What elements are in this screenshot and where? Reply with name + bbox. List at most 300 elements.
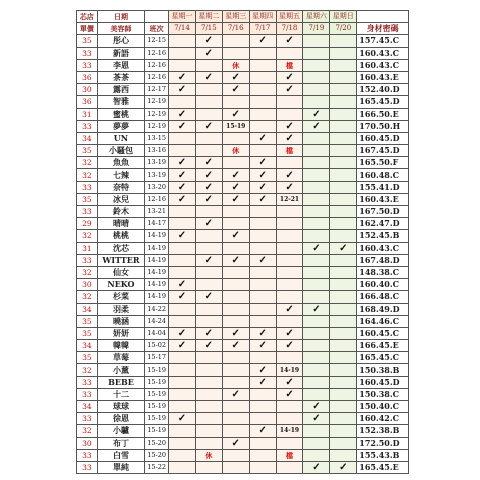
row-stylist-name: 杉菜 xyxy=(97,291,145,303)
row-day-cell xyxy=(222,35,249,47)
row-day-cell xyxy=(195,206,222,218)
row-size-code: 167.50.D xyxy=(357,206,409,218)
date-label: 日期 xyxy=(97,11,145,23)
check-icon: ✓ xyxy=(276,340,303,352)
row-price: 33 xyxy=(77,47,98,59)
date-sat: 7/19 xyxy=(303,23,330,35)
row-day-cell xyxy=(249,145,276,157)
row-day-cell xyxy=(222,449,249,461)
check-icon: ✓ xyxy=(222,108,249,120)
table-row xyxy=(77,145,409,157)
date-tue: 7/15 xyxy=(195,23,222,35)
row-day-cell xyxy=(303,132,330,144)
row-day-cell xyxy=(169,254,196,266)
row-size-code: 157.45.C xyxy=(357,35,409,47)
check-icon: ✓ xyxy=(195,193,222,205)
table-row xyxy=(77,291,409,303)
check-icon: ✓ xyxy=(249,340,276,352)
row-day-cell xyxy=(330,327,357,339)
check-icon: ✓ xyxy=(169,279,196,291)
row-day-cell xyxy=(276,218,303,230)
table-row xyxy=(77,120,409,132)
row-day-cell xyxy=(330,35,357,47)
check-icon: ✓ xyxy=(303,120,330,132)
row-day-cell xyxy=(195,108,222,120)
row-stylist-name: NEKO xyxy=(97,279,145,291)
row-day-cell xyxy=(249,47,276,59)
row-class: 14-19 xyxy=(145,254,169,266)
row-class: 15-17 xyxy=(145,352,169,364)
row-price: 32 xyxy=(77,364,98,376)
row-price: 33 xyxy=(77,376,98,388)
date-sun: 7/20 xyxy=(330,23,357,35)
schedule-rows xyxy=(77,35,409,474)
row-day-cell xyxy=(169,352,196,364)
check-icon: ✓ xyxy=(330,461,357,473)
row-day-cell xyxy=(303,84,330,96)
row-day-cell xyxy=(303,279,330,291)
row-day-cell xyxy=(330,352,357,364)
row-day-cell xyxy=(303,47,330,59)
row-day-cell xyxy=(330,254,357,266)
row-day-cell xyxy=(249,108,276,120)
row-day-cell xyxy=(303,206,330,218)
shift-hours: 12-21 xyxy=(276,193,303,205)
row-day-cell xyxy=(195,461,222,473)
row-stylist-name: 仙女 xyxy=(97,266,145,278)
row-stylist-name: 球球 xyxy=(97,401,145,413)
row-class: 12-19 xyxy=(145,120,169,132)
row-day-cell xyxy=(222,413,249,425)
row-size-code: 155.43.B xyxy=(357,449,409,461)
row-size-code: 167.45.D xyxy=(357,145,409,157)
header-blank-size xyxy=(357,11,409,23)
row-day-cell xyxy=(276,242,303,254)
table-row xyxy=(77,84,409,96)
row-day-cell xyxy=(169,266,196,278)
row-price: 33 xyxy=(77,206,98,218)
check-icon: ✓ xyxy=(169,108,196,120)
table-row xyxy=(77,169,409,181)
row-stylist-name: 夢夢 xyxy=(97,120,145,132)
weekday-thu: 星期四 xyxy=(249,11,276,23)
row-day-cell xyxy=(303,181,330,193)
row-day-cell xyxy=(249,352,276,364)
row-size-code: 160.43.E xyxy=(357,71,409,83)
table-row xyxy=(77,279,409,291)
row-day-cell xyxy=(303,364,330,376)
row-day-cell xyxy=(330,401,357,413)
row-day-cell xyxy=(330,71,357,83)
row-class: 12-16 xyxy=(145,47,169,59)
status-mark: 休 xyxy=(222,145,249,157)
row-stylist-name: 桃桃 xyxy=(97,230,145,242)
row-price: 35 xyxy=(77,193,98,205)
row-day-cell xyxy=(249,315,276,327)
row-day-cell xyxy=(330,47,357,59)
row-size-code: 150.40.C xyxy=(357,401,409,413)
row-stylist-name: 小驢 xyxy=(97,425,145,437)
row-price: 35 xyxy=(77,327,98,339)
row-size-code: 160.43.C xyxy=(357,242,409,254)
check-icon: ✓ xyxy=(276,388,303,400)
row-class: 13-20 xyxy=(145,181,169,193)
status-mark: 休 xyxy=(195,449,222,461)
row-class: 15-19 xyxy=(145,376,169,388)
row-day-cell xyxy=(330,279,357,291)
row-day-cell xyxy=(195,132,222,144)
row-size-code: 160.45.D xyxy=(357,376,409,388)
table-row xyxy=(77,35,409,47)
row-price: 31 xyxy=(77,242,98,254)
store-label: 芯店 xyxy=(77,11,98,23)
row-day-cell xyxy=(169,364,196,376)
row-size-code: 160.48.C xyxy=(357,169,409,181)
row-class: 13-16 xyxy=(145,145,169,157)
row-stylist-name: 羽柔 xyxy=(97,303,145,315)
row-day-cell xyxy=(303,145,330,157)
row-price: 33 xyxy=(77,254,98,266)
row-day-cell xyxy=(330,120,357,132)
row-day-cell xyxy=(249,96,276,108)
row-day-cell xyxy=(276,279,303,291)
row-price: 34 xyxy=(77,132,98,144)
row-day-cell xyxy=(330,449,357,461)
row-day-cell xyxy=(195,303,222,315)
check-icon: ✓ xyxy=(303,108,330,120)
check-icon: ✓ xyxy=(249,364,276,376)
row-day-cell xyxy=(169,315,196,327)
row-class: 12-15 xyxy=(145,35,169,47)
table-row xyxy=(77,206,409,218)
row-size-code: 150.38.B xyxy=(357,364,409,376)
schedule-table xyxy=(76,10,409,474)
row-size-code: 160.45.C xyxy=(357,327,409,339)
row-class: 14-22 xyxy=(145,303,169,315)
table-row xyxy=(77,461,409,473)
check-icon: ✓ xyxy=(276,327,303,339)
check-icon: ✓ xyxy=(222,71,249,83)
row-price: 31 xyxy=(77,108,98,120)
row-class: 15-20 xyxy=(145,449,169,461)
row-day-cell xyxy=(276,291,303,303)
check-icon: ✓ xyxy=(222,340,249,352)
row-class: 15-19 xyxy=(145,413,169,425)
row-stylist-name: 新語 xyxy=(97,47,145,59)
table-row xyxy=(77,413,409,425)
row-day-cell xyxy=(276,96,303,108)
check-icon: ✓ xyxy=(195,120,222,132)
check-icon: ✓ xyxy=(222,388,249,400)
row-price: 32 xyxy=(77,425,98,437)
row-price: 33 xyxy=(77,388,98,400)
check-icon: ✓ xyxy=(222,84,249,96)
row-class: 12-16 xyxy=(145,59,169,71)
table-row xyxy=(77,47,409,59)
row-day-cell xyxy=(249,59,276,71)
check-icon: ✓ xyxy=(249,157,276,169)
row-day-cell xyxy=(249,449,276,461)
row-day-cell xyxy=(195,242,222,254)
row-day-cell xyxy=(169,132,196,144)
row-day-cell xyxy=(169,425,196,437)
check-icon: ✓ xyxy=(249,169,276,181)
status-mark: 檔 xyxy=(276,449,303,461)
date-wed: 7/16 xyxy=(222,23,249,35)
row-day-cell xyxy=(303,315,330,327)
check-icon: ✓ xyxy=(195,327,222,339)
row-size-code: 160.45.D xyxy=(357,132,409,144)
check-icon: ✓ xyxy=(276,120,303,132)
row-day-cell xyxy=(222,157,249,169)
row-day-cell xyxy=(195,96,222,108)
row-stylist-name: 冰兒 xyxy=(97,193,145,205)
weekday-wed: 星期三 xyxy=(222,11,249,23)
table-row xyxy=(77,388,409,400)
check-icon: ✓ xyxy=(276,376,303,388)
row-day-cell xyxy=(249,291,276,303)
row-day-cell xyxy=(330,376,357,388)
row-day-cell xyxy=(222,364,249,376)
schedule-sheet xyxy=(76,10,409,474)
check-icon: ✓ xyxy=(222,181,249,193)
row-price: 32 xyxy=(77,291,98,303)
table-row xyxy=(77,254,409,266)
row-stylist-name: 單純 xyxy=(97,461,145,473)
row-stylist-name: 晴晴 xyxy=(97,218,145,230)
check-icon: ✓ xyxy=(169,181,196,193)
check-icon: ✓ xyxy=(169,169,196,181)
row-price: 33 xyxy=(77,413,98,425)
row-size-code: 160.43.C xyxy=(357,59,409,71)
row-class: 14-19 xyxy=(145,242,169,254)
check-icon: ✓ xyxy=(195,340,222,352)
row-day-cell xyxy=(303,218,330,230)
row-price: 36 xyxy=(77,96,98,108)
row-day-cell xyxy=(330,96,357,108)
row-day-cell xyxy=(222,242,249,254)
check-icon: ✓ xyxy=(330,242,357,254)
row-stylist-name: 智雅 xyxy=(97,96,145,108)
header-blank xyxy=(145,11,169,23)
check-icon: ✓ xyxy=(249,193,276,205)
row-size-code: 165.45.E xyxy=(357,461,409,473)
row-day-cell xyxy=(330,59,357,71)
row-price: 33 xyxy=(77,449,98,461)
row-day-cell xyxy=(169,303,196,315)
row-day-cell xyxy=(303,437,330,449)
row-size-code: 165.45.D xyxy=(357,96,409,108)
row-day-cell xyxy=(303,340,330,352)
row-day-cell xyxy=(276,352,303,364)
row-price: 35 xyxy=(77,145,98,157)
row-day-cell xyxy=(303,193,330,205)
row-price: 34 xyxy=(77,401,98,413)
row-day-cell xyxy=(249,71,276,83)
check-icon: ✓ xyxy=(303,461,330,473)
check-icon: ✓ xyxy=(249,376,276,388)
stylist-label: 美容師 xyxy=(97,23,145,35)
row-day-cell xyxy=(169,47,196,59)
row-day-cell xyxy=(303,425,330,437)
shift-hours: 15-19 xyxy=(222,120,249,132)
row-day-cell xyxy=(330,145,357,157)
row-day-cell xyxy=(195,425,222,437)
row-class: 13-15 xyxy=(145,132,169,144)
row-day-cell xyxy=(276,230,303,242)
price-label: 單價 xyxy=(77,23,98,35)
row-class: 14-19 xyxy=(145,230,169,242)
row-day-cell xyxy=(195,401,222,413)
row-size-code: 166.48.C xyxy=(357,291,409,303)
check-icon: ✓ xyxy=(195,254,222,266)
table-row xyxy=(77,230,409,242)
row-day-cell xyxy=(276,266,303,278)
row-price: 33 xyxy=(77,461,98,473)
row-day-cell xyxy=(222,352,249,364)
row-day-cell xyxy=(330,388,357,400)
status-mark: 休 xyxy=(222,59,249,71)
check-icon: ✓ xyxy=(195,35,222,47)
row-day-cell xyxy=(195,145,222,157)
row-class: 15-19 xyxy=(145,364,169,376)
row-class: 14-04 xyxy=(145,327,169,339)
row-price: 30 xyxy=(77,437,98,449)
row-day-cell xyxy=(303,254,330,266)
row-day-cell xyxy=(169,96,196,108)
row-price: 35 xyxy=(77,315,98,327)
date-header-row xyxy=(77,23,409,35)
row-day-cell xyxy=(276,437,303,449)
row-day-cell xyxy=(330,169,357,181)
row-day-cell xyxy=(222,376,249,388)
weekday-header-row xyxy=(77,11,409,23)
row-day-cell xyxy=(276,108,303,120)
check-icon: ✓ xyxy=(169,157,196,169)
row-day-cell xyxy=(249,461,276,473)
row-size-code: 150.38.C xyxy=(357,388,409,400)
row-day-cell xyxy=(303,169,330,181)
table-row xyxy=(77,193,409,205)
row-day-cell xyxy=(330,84,357,96)
row-day-cell xyxy=(195,437,222,449)
date-mon: 7/14 xyxy=(169,23,196,35)
row-day-cell xyxy=(276,206,303,218)
table-row xyxy=(77,340,409,352)
row-day-cell xyxy=(169,206,196,218)
row-size-code: 166.50.E xyxy=(357,108,409,120)
table-row xyxy=(77,218,409,230)
row-size-code: 155.41.D xyxy=(357,181,409,193)
row-day-cell xyxy=(276,157,303,169)
status-mark: 檔 xyxy=(276,145,303,157)
row-day-cell xyxy=(249,206,276,218)
row-day-cell xyxy=(330,413,357,425)
row-stylist-name: WITTER xyxy=(97,254,145,266)
row-size-code: 170.50.H xyxy=(357,120,409,132)
row-class: 14-24 xyxy=(145,315,169,327)
row-size-code: 166.45.E xyxy=(357,340,409,352)
row-stylist-name: 徐恩 xyxy=(97,413,145,425)
date-fri: 7/18 xyxy=(276,23,303,35)
check-icon: ✓ xyxy=(169,71,196,83)
table-row xyxy=(77,449,409,461)
table-row xyxy=(77,376,409,388)
weekday-sun: 星期日 xyxy=(330,11,357,23)
row-day-cell xyxy=(169,35,196,47)
check-icon: ✓ xyxy=(249,181,276,193)
row-day-cell xyxy=(303,352,330,364)
table-row xyxy=(77,181,409,193)
row-day-cell xyxy=(195,364,222,376)
row-price: 32 xyxy=(77,230,98,242)
row-day-cell xyxy=(276,413,303,425)
row-day-cell xyxy=(195,266,222,278)
row-day-cell xyxy=(222,303,249,315)
row-stylist-name: 白雪 xyxy=(97,449,145,461)
check-icon: ✓ xyxy=(169,413,196,425)
row-day-cell xyxy=(330,425,357,437)
shift-hours: 14-19 xyxy=(276,364,303,376)
table-row xyxy=(77,242,409,254)
row-day-cell xyxy=(169,242,196,254)
row-day-cell xyxy=(276,401,303,413)
check-icon: ✓ xyxy=(303,413,330,425)
check-icon: ✓ xyxy=(222,254,249,266)
row-day-cell xyxy=(222,461,249,473)
row-stylist-name: BEBE xyxy=(97,376,145,388)
row-day-cell xyxy=(222,47,249,59)
row-day-cell xyxy=(222,279,249,291)
check-icon: ✓ xyxy=(222,193,249,205)
check-icon: ✓ xyxy=(276,169,303,181)
row-stylist-name: 李恩 xyxy=(97,59,145,71)
row-day-cell xyxy=(195,279,222,291)
row-size-code: 160.43.E xyxy=(357,193,409,205)
row-day-cell xyxy=(330,218,357,230)
row-class: 14-17 xyxy=(145,218,169,230)
row-day-cell xyxy=(303,388,330,400)
row-class: 12-16 xyxy=(145,193,169,205)
row-stylist-name: 茶茶 xyxy=(97,71,145,83)
table-row xyxy=(77,71,409,83)
shift-hours: 14-19 xyxy=(276,425,303,437)
row-day-cell xyxy=(303,230,330,242)
row-class: 15-22 xyxy=(145,461,169,473)
table-row xyxy=(77,108,409,120)
row-day-cell xyxy=(169,449,196,461)
row-stylist-name: 小薰 xyxy=(97,364,145,376)
check-icon: ✓ xyxy=(249,425,276,437)
table-row xyxy=(77,266,409,278)
row-day-cell xyxy=(222,291,249,303)
row-day-cell xyxy=(195,59,222,71)
row-day-cell xyxy=(276,47,303,59)
row-day-cell xyxy=(195,413,222,425)
row-size-code: 160.42.C xyxy=(357,413,409,425)
table-row xyxy=(77,401,409,413)
row-day-cell xyxy=(195,84,222,96)
row-day-cell xyxy=(169,376,196,388)
check-icon: ✓ xyxy=(169,193,196,205)
row-day-cell xyxy=(303,35,330,47)
row-class: 12-16 xyxy=(145,71,169,83)
table-row xyxy=(77,315,409,327)
row-day-cell xyxy=(303,71,330,83)
check-icon: ✓ xyxy=(169,120,196,132)
row-day-cell xyxy=(330,315,357,327)
row-stylist-name: 露西 xyxy=(97,84,145,96)
